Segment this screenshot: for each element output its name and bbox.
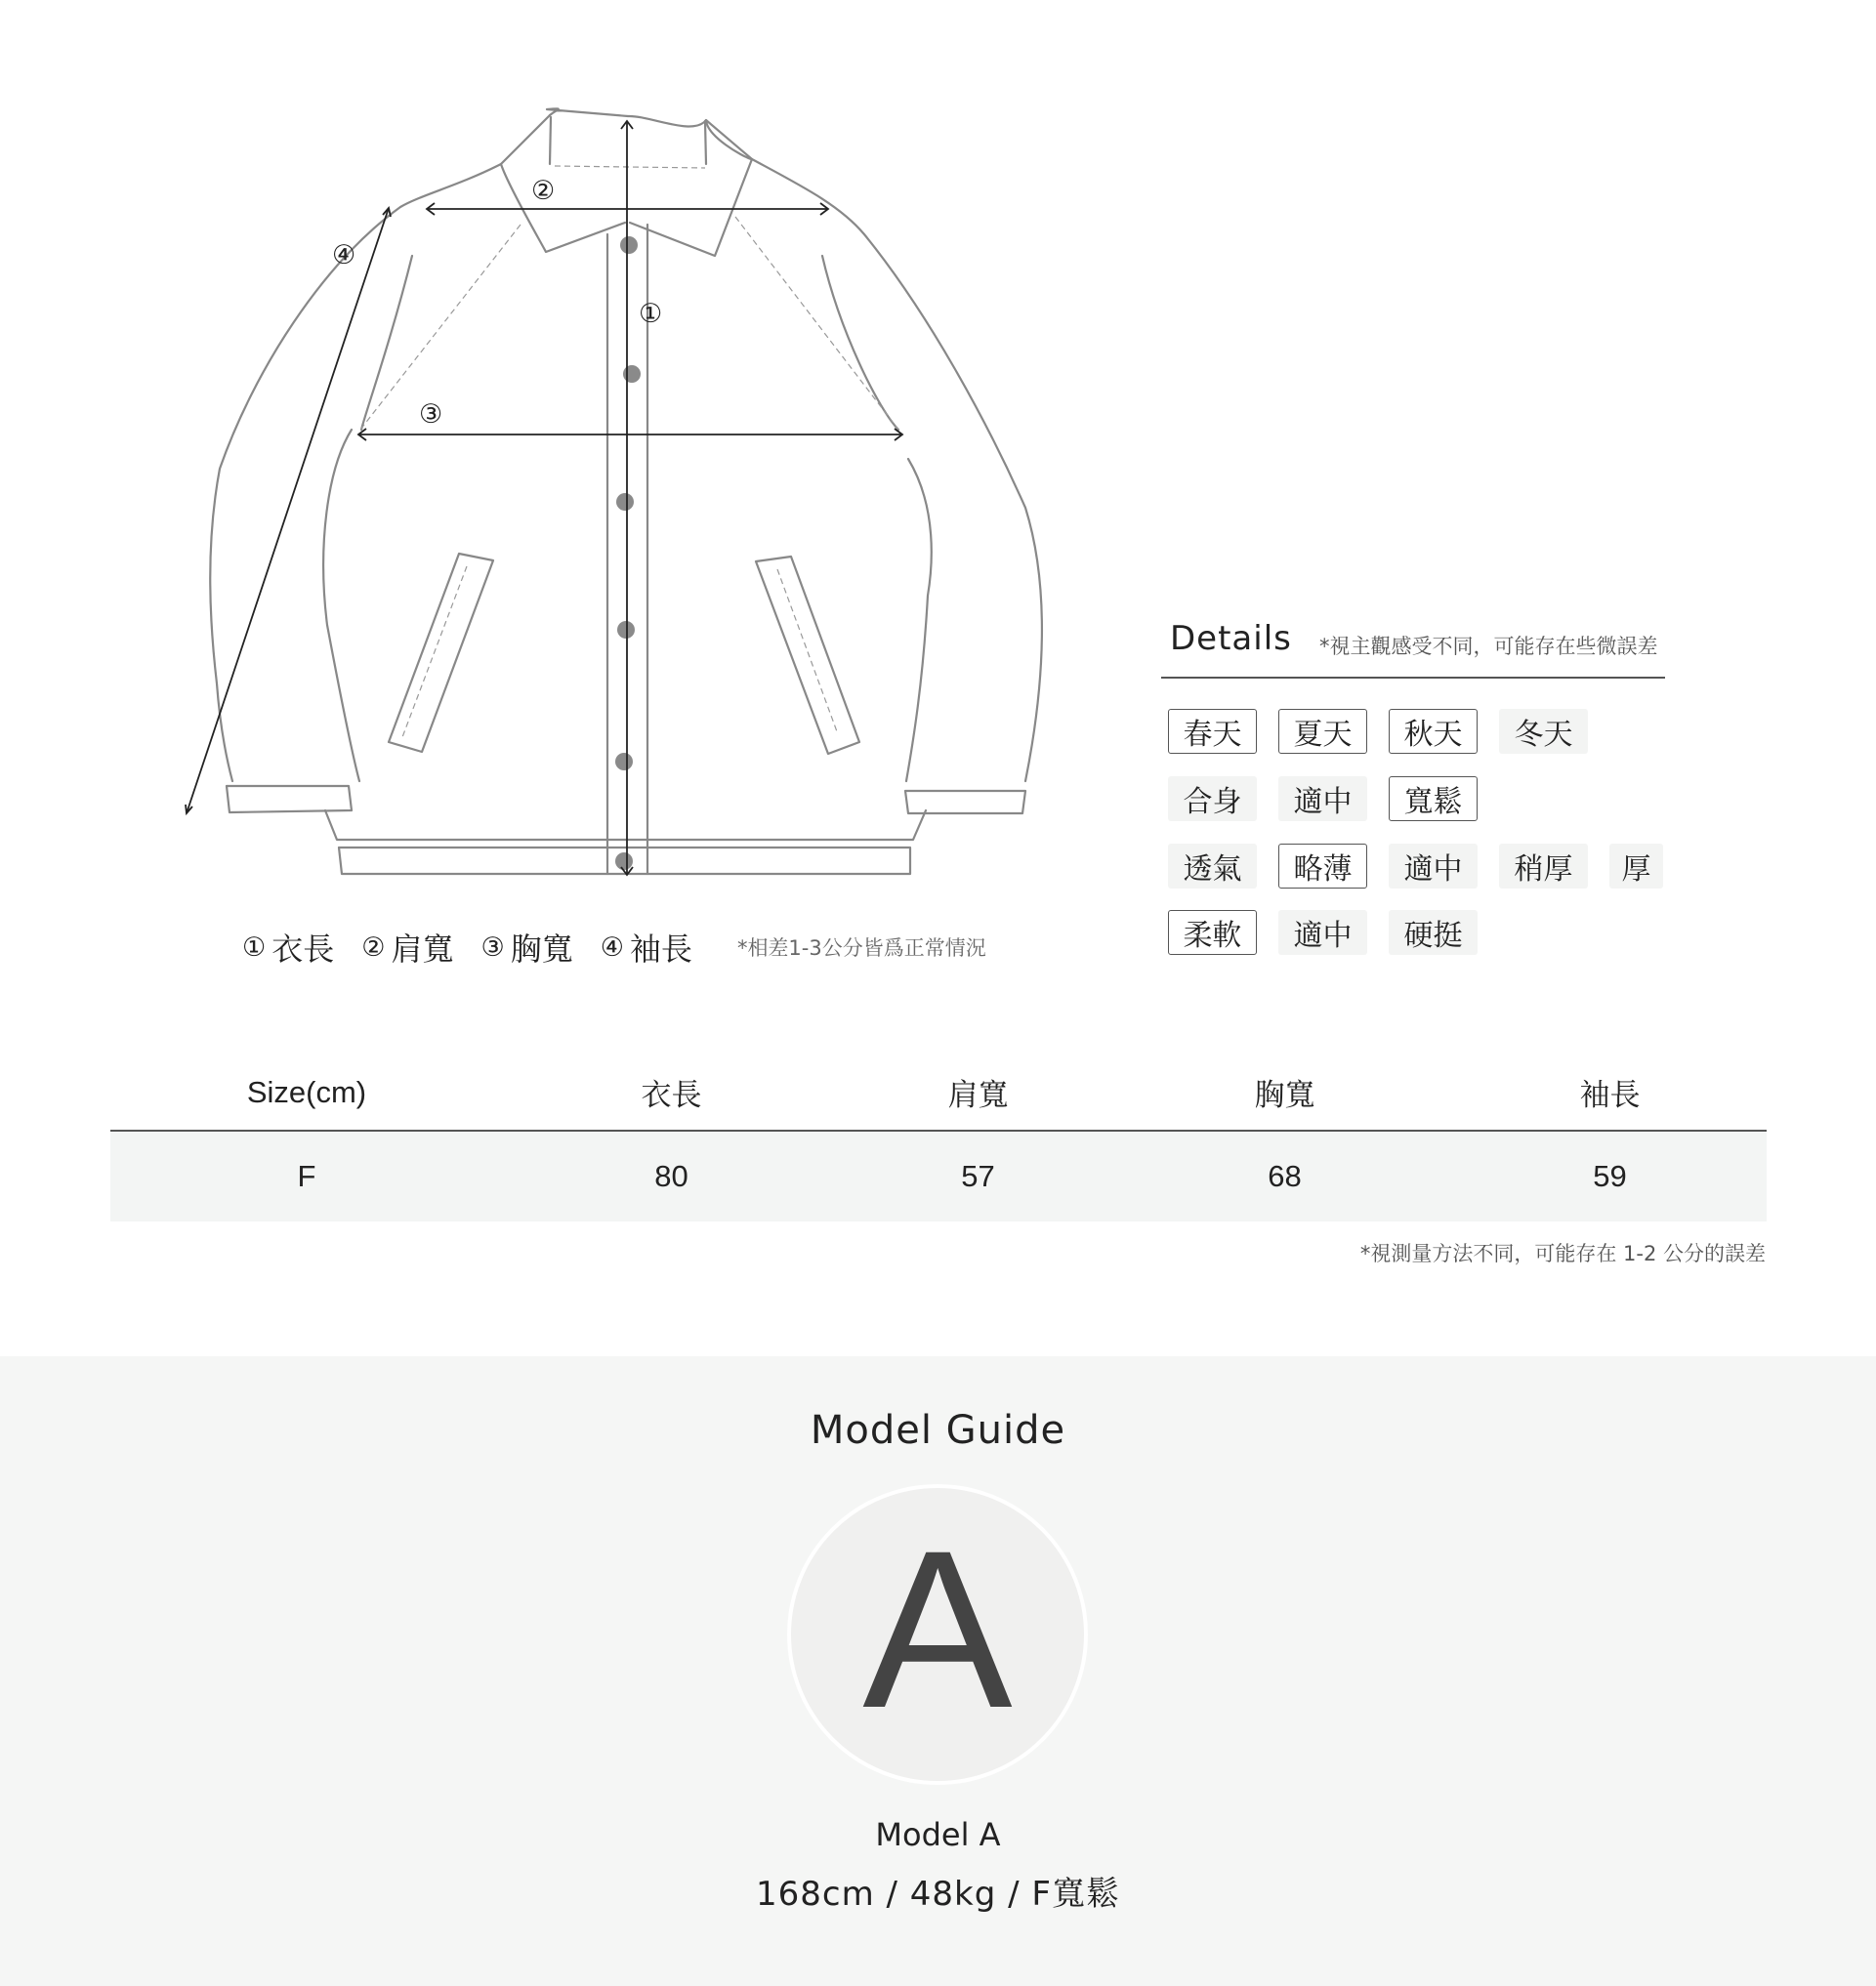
button-dots — [615, 236, 641, 870]
details-title: Details — [1170, 619, 1292, 658]
tag-stiff: 硬挺 — [1389, 910, 1478, 955]
marker-3: ③ — [419, 399, 443, 430]
header-length: 衣長 — [641, 1078, 702, 1112]
measurement-legend — [242, 928, 986, 967]
marker-4: ④ — [332, 240, 356, 270]
legend-note: *相差1-3公分皆爲正常情況 — [736, 936, 986, 960]
header-size: Size(cm) — [246, 1074, 367, 1109]
cell-length: 80 — [654, 1159, 688, 1193]
details-row-fit — [1168, 776, 1499, 821]
tag-spring: 春天 — [1168, 709, 1257, 754]
header-sleeve: 袖長 — [1579, 1078, 1641, 1112]
marker-2: ② — [531, 176, 556, 206]
tag-autumn: 秋天 — [1389, 709, 1478, 754]
cell-sleeve: 59 — [1593, 1159, 1627, 1193]
tag-texture-regular: 適中 — [1278, 910, 1367, 955]
tag-soft: 柔軟 — [1168, 910, 1257, 955]
measurement-arrows — [186, 121, 902, 875]
header-shoulder: 肩寬 — [947, 1078, 1009, 1112]
tag-fitted: 合身 — [1168, 776, 1257, 821]
model-guide-title: Model Guide — [810, 1408, 1066, 1453]
tag-loose: 寬鬆 — [1389, 776, 1478, 821]
tag-thin: 略薄 — [1278, 844, 1367, 889]
tag-thickness-regular: 適中 — [1389, 844, 1478, 889]
table-row — [110, 1132, 1767, 1221]
tag-slightly-thick: 稍厚 — [1499, 844, 1588, 889]
details-row-season — [1168, 709, 1609, 754]
cell-shoulder: 57 — [961, 1159, 995, 1193]
size-note: *視測量方法不同，可能存在 1-2 公分的誤差 — [1359, 1242, 1766, 1265]
tag-winter: 冬天 — [1499, 709, 1588, 754]
details-row-texture — [1168, 910, 1499, 955]
legend-item: ① 衣長 — [242, 931, 335, 968]
header-chest: 胸寬 — [1254, 1078, 1315, 1112]
legend-item: ③ 胸寬 — [480, 931, 573, 968]
model-letter: A — [862, 1504, 1013, 1755]
size-table — [110, 1055, 1767, 1221]
marker-1: ① — [639, 299, 663, 329]
tag-fit-regular: 適中 — [1278, 776, 1367, 821]
model-spec: 168cm / 48kg / F寬鬆 — [756, 1875, 1120, 1914]
cell-size: F — [297, 1159, 316, 1193]
tag-summer: 夏天 — [1278, 709, 1367, 754]
jacket-diagram — [176, 93, 1055, 893]
details-note: *視主觀感受不同，可能存在些微誤差 — [1319, 635, 1658, 658]
model-avatar — [787, 1484, 1088, 1785]
model-name: Model A — [875, 1816, 1001, 1853]
tag-breathable: 透氣 — [1168, 844, 1257, 889]
tag-thick: 厚 — [1609, 844, 1663, 889]
legend-item: ④ 袖長 — [600, 931, 692, 968]
legend-item: ② 肩寬 — [361, 931, 454, 968]
details-divider — [1161, 677, 1665, 679]
cell-chest: 68 — [1268, 1159, 1302, 1193]
details-row-thickness — [1168, 844, 1663, 889]
table-header-row — [110, 1055, 1767, 1132]
